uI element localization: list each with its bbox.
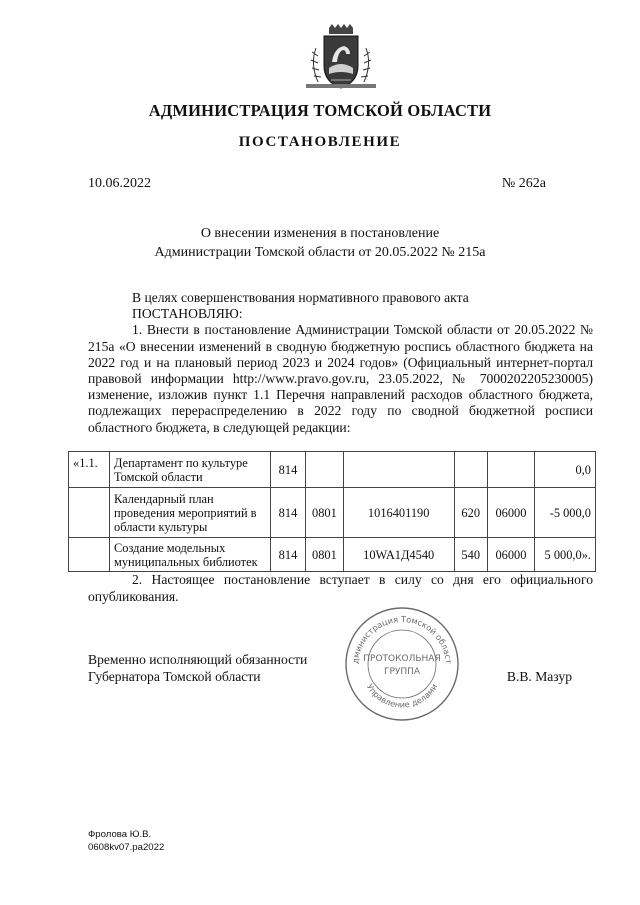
decree-word: ПОСТАНОВЛЯЮ: [132, 306, 243, 322]
cell-target-article [343, 452, 454, 488]
stamp-center-line-1: ПРОТОКОЛЬНАЯ [363, 654, 441, 664]
budget-table [68, 451, 596, 572]
cell-name: Департамент по культуре Томской области [110, 452, 271, 488]
paragraph-item-1: 1. Внести в постановление Администрации Томской области от 20.05.2022 № 215а «О внесении изменений в сводную бюджетную роспись областного бюджета на 2022 год и на плановый период 2023 и 2024 годов» (Официальный интернет-портал правовой информации http://www.pravo.gov.ru, 23.05.2022, № 7000202205230005) изменение, изложив пункт 1.1 Перечня направлений расходов областного бюджета, подлежащих перераспределению в 2022 году по сводной бюджетной росписи областного бюджета, в следующей редакции: [88, 322, 593, 435]
file-code: 0608kv07.pa2022 [88, 842, 165, 853]
cell-sum: 5 000,0». [534, 538, 595, 572]
cell-grbs: 814 [270, 488, 305, 538]
cell-section: 0801 [305, 538, 343, 572]
cell-grbs: 814 [270, 538, 305, 572]
cell-name: Календарный план проведения мероприятий в области культуры [110, 488, 271, 538]
document-type-heading: ПОСТАНОВЛЕНИЕ [238, 134, 402, 150]
coat-of-arms [302, 22, 380, 94]
signer-name: В.В. Мазур [506, 669, 572, 684]
signer-title [88, 651, 307, 685]
stamp-outer-text: дминистрация Томской област [350, 613, 454, 665]
cell-grbs: 814 [270, 452, 305, 488]
official-stamp [342, 604, 462, 724]
executor-name: Фролова Ю.В. [88, 829, 152, 840]
cell-expense-type [454, 452, 487, 488]
document-date: 10.06.2022 [88, 176, 151, 191]
cell-number [69, 488, 110, 538]
cell-kosgu: 06000 [487, 538, 534, 572]
cell-sum: 0,0 [534, 452, 595, 488]
stamp-center-line-2: ГРУППА [383, 667, 421, 677]
document-number: № 262а [501, 176, 546, 191]
cell-name: Создание модельных муниципальных библиотек [110, 538, 271, 572]
subject-line-1: О внесении изменения в постановление [200, 226, 440, 241]
preamble: В целях совершенствования нормативного правового акта [132, 290, 469, 305]
subject-line-2: Администрации Томской области от 20.05.2022 № 215а [154, 245, 486, 260]
cell-target-article: 10WA1Д4540 [343, 538, 454, 572]
cell-expense-type: 620 [454, 488, 487, 538]
footer [88, 828, 164, 854]
paragraph-item-2: 2. Настоящее постановление вступает в силу со дня его официального опубликования. [88, 572, 593, 604]
table-row [69, 538, 596, 572]
signer-title-line-2: Губернатора Томской области [88, 669, 261, 684]
document-subject [0, 224, 640, 262]
cell-number [69, 538, 110, 572]
organization-heading: АДМИНИСТРАЦИЯ ТОМСКОЙ ОБЛАСТИ [148, 101, 492, 120]
cell-section: 0801 [305, 488, 343, 538]
cell-target-article: 1016401190 [343, 488, 454, 538]
signer-title-line-1: Временно исполняющий обязанности [88, 652, 308, 667]
table-row [69, 488, 596, 538]
cell-number: «1.1. [69, 452, 110, 488]
document-body [88, 290, 593, 436]
cell-kosgu [487, 452, 534, 488]
cell-section [305, 452, 343, 488]
cell-sum: -5 000,0 [534, 488, 595, 538]
cell-kosgu: 06000 [487, 488, 534, 538]
cell-expense-type: 540 [454, 538, 487, 572]
table-row [69, 452, 596, 488]
stamp-bottom-text: Управление делами [364, 681, 440, 710]
